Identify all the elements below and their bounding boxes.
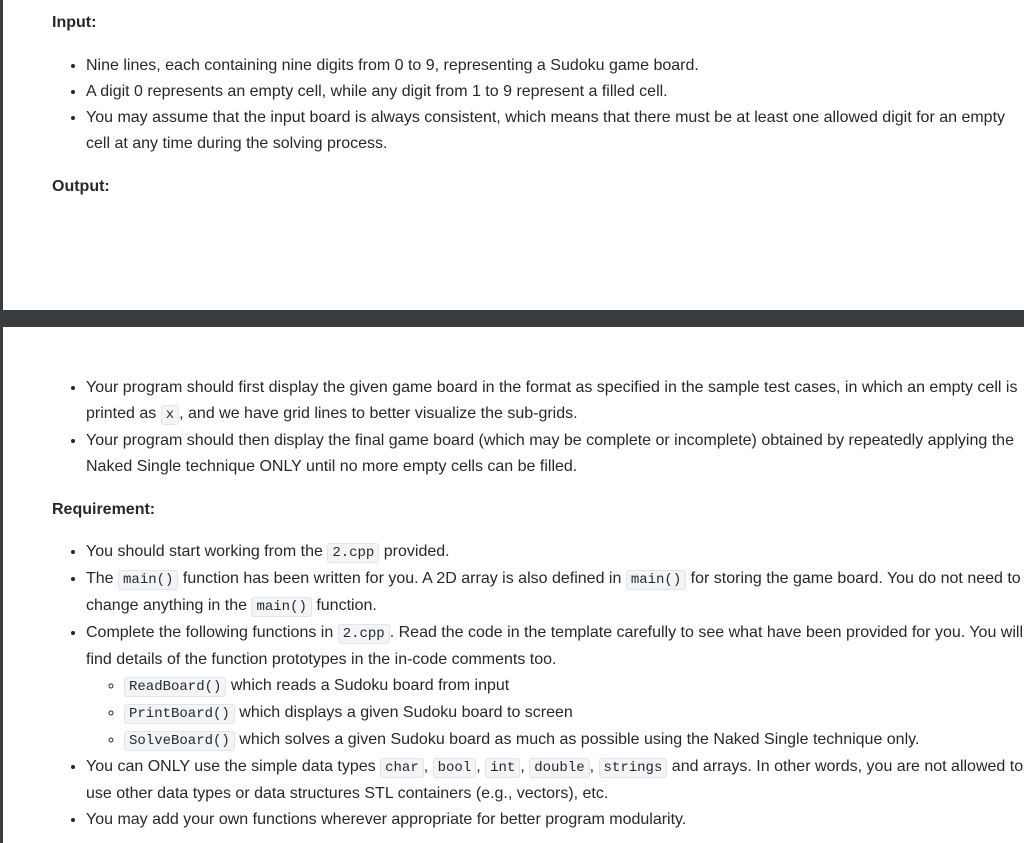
list-item: • You may add your own functions wherever appropriate for better program modularity. <box>86 807 1024 833</box>
list-item: • Nine lines, each containing nine digits from 0 to 9, representing a Sudoku game board. <box>86 53 1024 79</box>
requirement-bullet-list <box>52 539 1024 833</box>
output-heading: Output: <box>52 178 110 195</box>
list-item: • You should start working from the 2.cpp provided. <box>86 539 1024 566</box>
bottom-panel <box>0 327 1024 843</box>
inline-code: strings <box>599 758 668 778</box>
inline-code: int <box>485 758 520 778</box>
inline-code: main() <box>251 597 311 617</box>
function-sub-list <box>86 673 1024 754</box>
list-item: • Your program should then display the final game board (which may be complete or incomplete) obtained by repeatedly applying the Naked Single technique ONLY until no more empty cells can be filled. <box>86 428 1024 480</box>
list-item: • The main() function has been written for you. A 2D array is also defined in main() for storing the game board. You do not need to change anything in the main() function. <box>86 566 1024 620</box>
inline-code: main() <box>626 570 686 590</box>
inline-code: char <box>380 758 424 778</box>
list-item: ◦ ReadBoard() which reads a Sudoku board from input <box>124 673 1024 700</box>
inline-code: main() <box>118 570 178 590</box>
inline-code: SolveBoard() <box>124 731 235 751</box>
list-item: • Complete the following functions in 2.cpp . Read the code in the template carefully to see what have been provided for you. You will find details of the function prototypes in the in-code comments too. ◦ ReadBoard() which reads a Sudoku board from input ◦ PrintBoard() which displays a given Sudoku board to screen ◦ SolveBoard() which solves a given Sudoku board as much as possible using the Naked Single technique only. <box>86 620 1024 754</box>
top-panel <box>0 0 1024 310</box>
output-bullet-list <box>52 375 1024 480</box>
inline-code: double <box>529 758 589 778</box>
inline-code: 2.cpp <box>338 624 390 644</box>
list-item: • You can ONLY use the simple data types char , bool , int , double , strings and arrays. In other words, you are not allowed to use other data types or data structures STL containers (e.g., vectors), etc. <box>86 754 1024 807</box>
inline-code: bool <box>433 758 477 778</box>
list-item: • You may assume that the input board is always consistent, which means that there must be at least one allowed digit for an empty cell at any time during the solving process. <box>86 105 1024 157</box>
inline-code: x <box>161 405 179 425</box>
list-item: ◦ PrintBoard() which displays a given Sudoku board to screen <box>124 700 1024 727</box>
inline-code: ReadBoard() <box>124 677 226 697</box>
list-item: ◦ SolveBoard() which solves a given Sudoku board as much as possible using the Naked Single technique only. <box>124 727 1024 754</box>
input-bullet-list <box>52 53 1024 157</box>
input-heading: Input: <box>52 14 97 31</box>
inline-code: 2.cpp <box>327 543 379 563</box>
panel-divider <box>0 310 1024 327</box>
requirement-heading: Requirement: <box>52 501 156 518</box>
inline-code: PrintBoard() <box>124 704 235 724</box>
list-item: • Your program should first display the given game board in the format as specified in the sample test cases, in which an empty cell is printed as x , and we have grid lines to better visualize the sub-grids. <box>86 375 1024 428</box>
list-item: • A digit 0 represents an empty cell, while any digit from 1 to 9 represent a filled cell. <box>86 79 1024 105</box>
